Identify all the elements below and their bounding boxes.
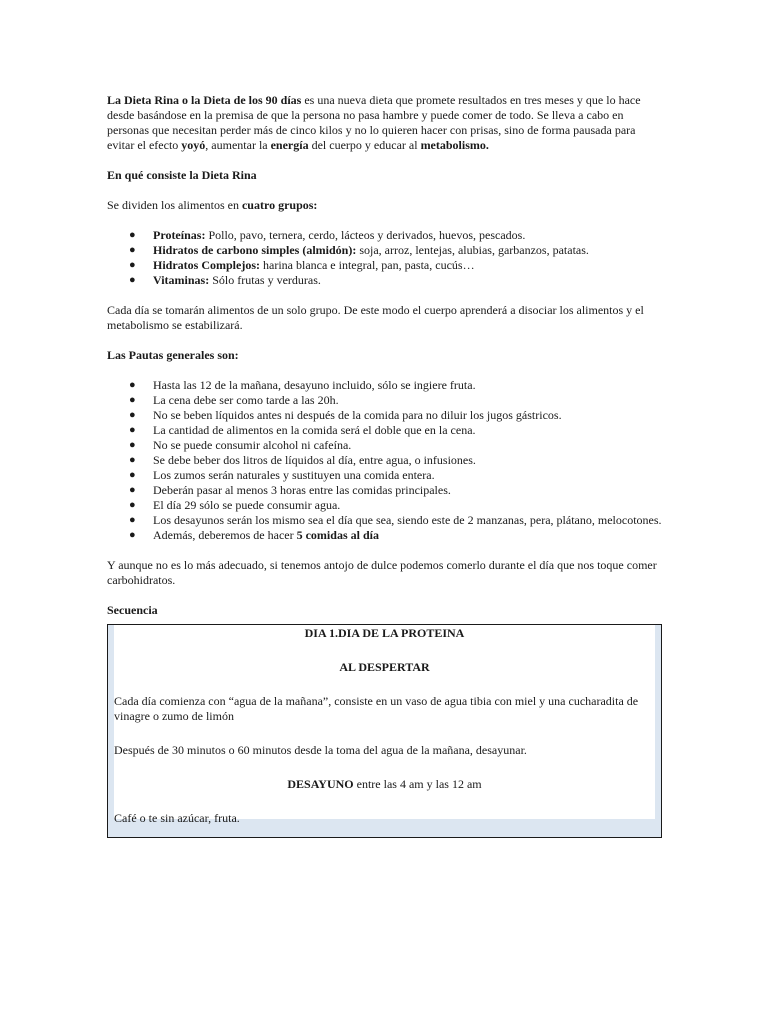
list-item: ● Se debe beber dos litros de líquidos al día, entre agua, o infusiones. <box>129 453 476 467</box>
breakfast-menu: Café o te sin azúcar, fruta. <box>114 811 240 825</box>
bullet-icon: ● <box>129 514 136 526</box>
bullet-icon: ● <box>129 424 136 436</box>
section-heading-secuencia: Secuencia <box>107 603 158 617</box>
day-title: DIA 1.DIA DE LA PROTEINA <box>304 626 465 640</box>
section-heading-pautas: Las Pautas generales son: <box>107 348 239 362</box>
list-item: ● Hasta las 12 de la mañana, desayuno incluido, sólo se ingiere fruta. <box>129 378 476 392</box>
list-item: ● Los zumos serán naturales y sustituyen una comida entera. <box>129 468 435 482</box>
list-item: ● No se beben líquidos antes ni después de la comida para no diluir los jugos gástricos. <box>129 408 562 422</box>
bullet-icon: ● <box>129 229 136 241</box>
food-groups-list <box>107 228 663 288</box>
rules-list <box>107 378 663 543</box>
list-item: ● La cantidad de alimentos en la comida será el doble que en la cena. <box>129 423 476 437</box>
list-item: ● Hidratos de carbono simples (almidón): soja, arroz, lentejas, alubias, garbanzos, patatas. <box>129 243 589 257</box>
bullet-icon: ● <box>129 469 136 481</box>
bullet-icon: ● <box>129 529 136 541</box>
list-item: ● No se puede consumir alcohol ni cafeína. <box>129 438 352 452</box>
list-item: ● Deberán pasar al menos 3 horas entre las comidas principales. <box>129 483 451 497</box>
bullet-icon: ● <box>129 484 136 496</box>
section-heading-consiste: En qué consiste la Dieta Rina <box>107 168 257 182</box>
bullet-icon: ● <box>129 454 136 466</box>
list-item: ● Además, deberemos de hacer 5 comidas al día <box>129 528 379 542</box>
breakfast-line: DESAYUNO entre las 4 am y las 12 am <box>287 777 482 791</box>
intro-paragraph: La Dieta Rina o la Dieta de los 90 días es una nueva dieta que promete resultados en tres meses y que lo hace desde basándose en la premisa de que la persona no pasa hambre y puede comer de todo. Se lleva a cabo en personas que necesitan perder más de cinco kilos y no lo quieren hacer con prisas, sino de forma pausada para evitar el efecto yoyó, aumentar la energía del cuerpo y educar al metabolismo. <box>107 93 641 152</box>
wake-text: Cada día comienza con “agua de la mañana”, consiste en un vaso de agua tibia con miel y una cucharadita de vinagre o zumo de limón <box>114 694 639 723</box>
sequence-table-cell <box>114 625 655 825</box>
list-item: ● La cena debe ser como tarde a las 20h. <box>129 393 339 407</box>
diet-title: La Dieta Rina o la Dieta de los 90 días <box>107 93 302 107</box>
list-item: ● Hidratos Complejos: harina blanca e integral, pan, pasta, cucús… <box>129 258 475 272</box>
bullet-icon: ● <box>129 274 136 286</box>
bullet-icon: ● <box>129 259 136 271</box>
wake-title: AL DESPERTAR <box>339 660 430 674</box>
bullet-icon: ● <box>129 439 136 451</box>
bullet-icon: ● <box>129 379 136 391</box>
list-item: ● El día 29 sólo se puede consumir agua. <box>129 498 341 512</box>
rules-closing: Y aunque no es lo más adecuado, si tenemos antojo de dulce podemos comerlo durante el día que nos toque comer carbohidratos. <box>107 558 657 587</box>
list-item: ● Vitaminas: Sólo frutas y verduras. <box>129 273 321 287</box>
list-item: ● Los desayunos serán los mismo sea el día que sea, siendo este de 2 manzanas, pera, plátano, melocotones. <box>129 513 662 527</box>
bullet-icon: ● <box>129 394 136 406</box>
bullet-icon: ● <box>129 244 136 256</box>
list-item: ● Proteínas: Pollo, pavo, ternera, cerdo, lácteos y derivados, huevos, pescados. <box>129 228 526 242</box>
bullet-icon: ● <box>129 409 136 421</box>
document-content <box>107 93 663 838</box>
sequence-table <box>107 624 662 838</box>
after-text: Después de 30 minutos o 60 minutos desde la toma del agua de la mañana, desayunar. <box>114 743 527 757</box>
groups-lead: Se dividen los alimentos en cuatro grupos: <box>107 198 318 212</box>
bullet-icon: ● <box>129 499 136 511</box>
groups-closing: Cada día se tomarán alimentos de un solo grupo. De este modo el cuerpo aprenderá a disociar los alimentos y el metabolismo se estabilizará. <box>107 303 644 332</box>
